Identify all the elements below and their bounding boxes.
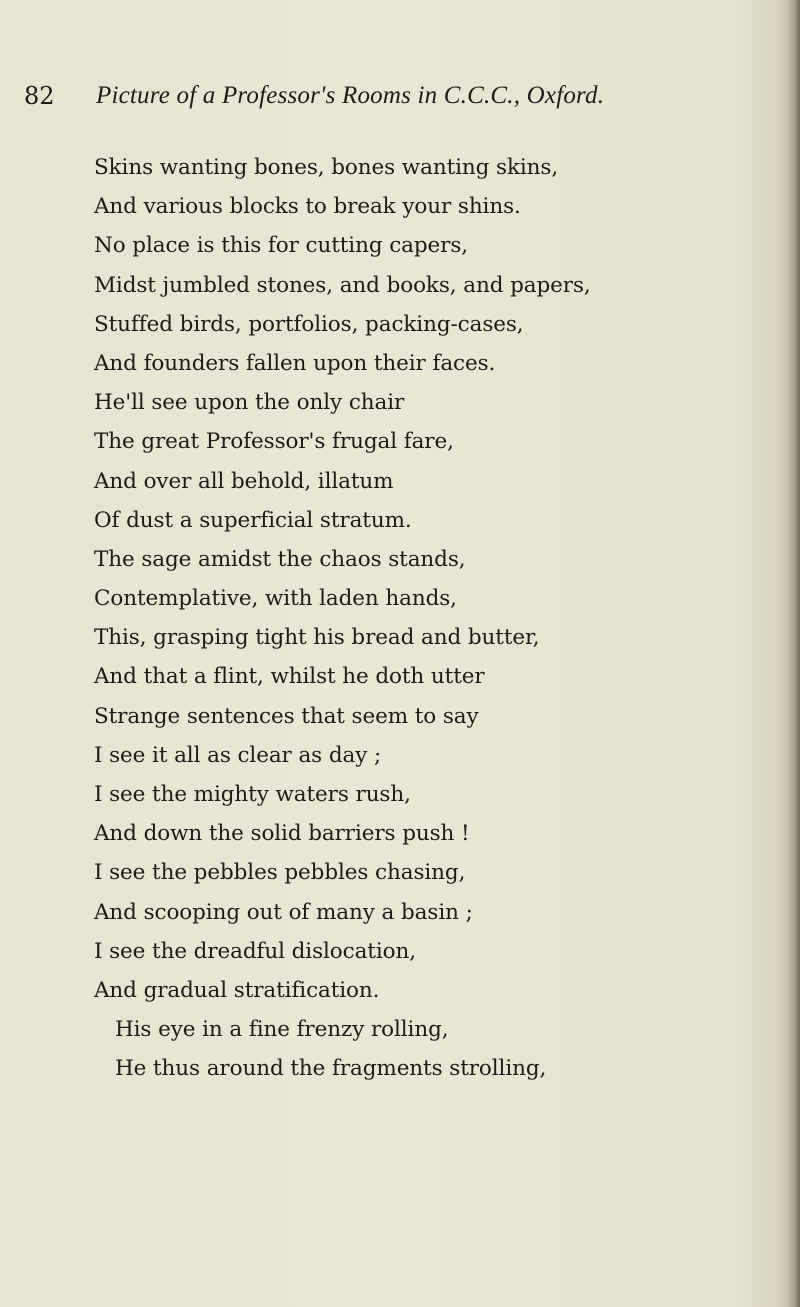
poem-line: Stuffed birds, portfolios, packing-cases,: [94, 311, 524, 337]
poem-line: Contemplative, with laden hands,: [94, 586, 457, 612]
poem-line: His eye in a fine frenzy rolling,: [115, 1017, 449, 1043]
poem-text: [94, 148, 754, 1089]
poem-line: And down the solid barriers push !: [94, 821, 470, 847]
page-gutter-shadow: [786, 0, 800, 1307]
poem-line: And various blocks to break your shins.: [94, 194, 521, 220]
poem-line: And over all behold, illatum: [94, 468, 394, 494]
page-number: 82: [24, 82, 55, 110]
poem-line: Strange sentences that seem to say: [94, 703, 479, 729]
poem-line: I see the dreadful dislocation,: [94, 938, 416, 964]
poem-line: And scooping out of many a basin ;: [94, 899, 473, 925]
page-header: [24, 82, 764, 122]
poem-line: I see the mighty waters rush,: [94, 782, 411, 807]
poem-line: Skins wanting bones, bones wanting skins,: [94, 155, 559, 180]
poem-line: I see it all as clear as day ;: [94, 742, 382, 768]
poem-line: And founders fallen upon their faces.: [94, 350, 496, 376]
poem-line: Of dust a superficial stratum.: [94, 507, 412, 533]
poem-line: And that a flint, whilst he doth utter: [94, 664, 485, 690]
poem-line: He thus around the fragments strolling,: [115, 1056, 547, 1082]
poem-line: Midst jumbled stones, and books, and papers,: [94, 272, 591, 298]
poem-line: I see the pebbles pebbles chasing,: [94, 860, 466, 886]
poem-line: The sage amidst the chaos stands,: [94, 546, 466, 572]
running-title: Picture of a Professor's Rooms in C.C.C., Oxford.: [96, 82, 605, 109]
poem-line: And gradual stratification.: [94, 977, 380, 1003]
poem-line: The great Professor's frugal fare,: [94, 429, 454, 455]
poem-line: This, grasping tight his bread and butter,: [94, 625, 540, 651]
poem-line: He'll see upon the only chair: [94, 390, 405, 416]
poem-line: No place is this for cutting capers,: [94, 233, 469, 259]
